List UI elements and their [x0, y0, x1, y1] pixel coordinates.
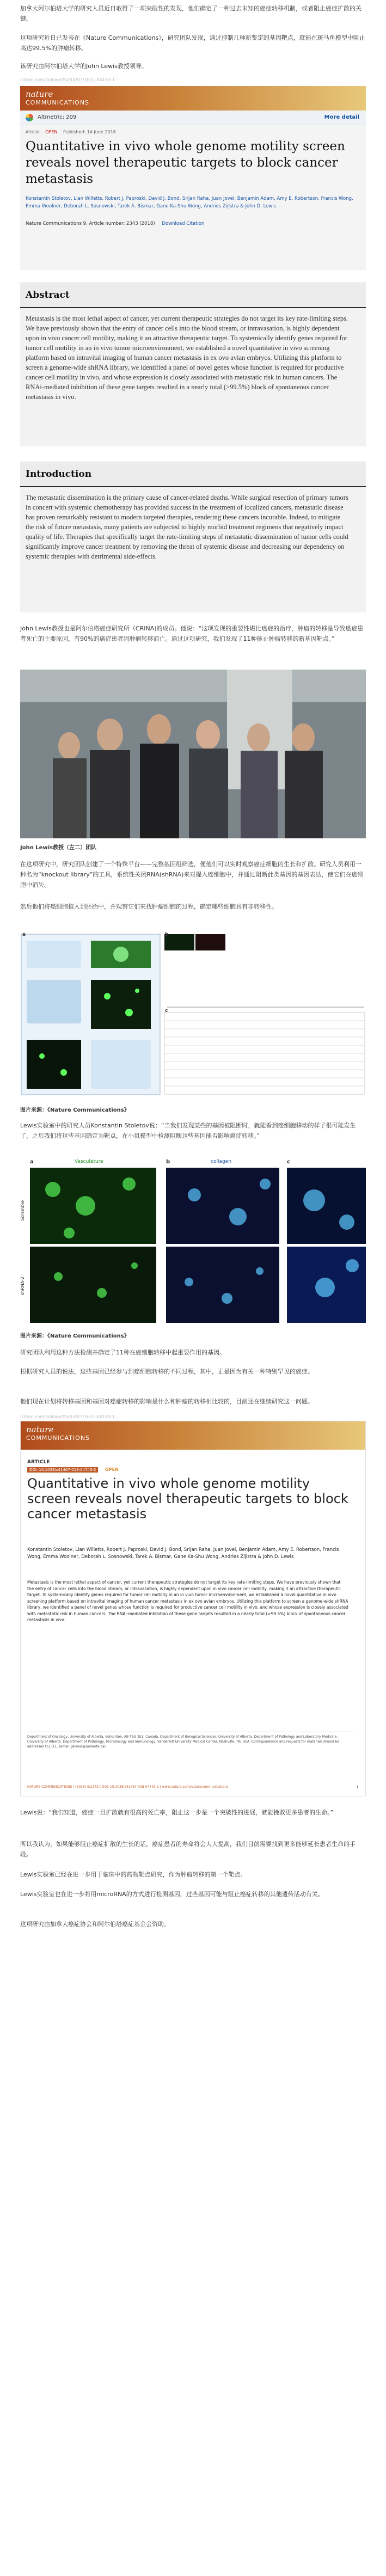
journal-banner [20, 86, 366, 111]
body-paragraph: John Lewis教授也是阿尔伯塔癌症研究所（CRINA)的成员。他说：“这项发现的重要性堪比癌症的治疗，肿瘤的转移是导致癌症患者死亡的主要原因，有90%的癌症患者因肿瘤转移而亡。通过这项研究，我们发现了11种能止肿瘤转移的新基因靶点。” [20, 625, 364, 642]
paper-open-tag: OPEN [105, 1467, 119, 1472]
team-photo-graphic [20, 670, 366, 838]
body-paragraph: 研究团队利用这种方法检测并确定了11种在癌细胞转移中起重要作用的基因。 [20, 1349, 225, 1356]
body-paragraph: 这项研究由加拿大癌症协会和阿尔伯塔癌症基金会资助。 [20, 1921, 170, 1928]
body-paragraph: Lewis说：“我们知道，癌症一旦扩散就有很高的死亡率，阻止这一步是一个突破性的进展，就能挽救更多患者的生命。” [20, 1809, 334, 1816]
introduction-heading: Introduction [20, 462, 366, 487]
more-detail-link[interactable]: More detail [324, 114, 359, 120]
paper-footer: NATURE COMMUNICATIONS | (2018) 9:2343 | DOI: 10.1038/s41467-018-04743-2 | www.nature.com/naturecommunications [27, 1785, 229, 1789]
collagen-label: collagen [211, 1159, 231, 1164]
journal-logo: nature [26, 89, 53, 99]
article-tags [26, 130, 116, 134]
citation-line [26, 221, 204, 226]
body-paragraph: Lewis实验室已经在进一步用于临床中的药物靶点研究，作为肿瘤转移的第一个靶点。 [20, 1871, 247, 1878]
team-photo [20, 670, 366, 838]
article-title: Quantitative in vivo whole genome motility screen reveals novel therapeutic targets to block cancer metastasis [26, 139, 345, 186]
paper-title: Quantitative in vivo whole genome motility screen reveals novel therapeutic targets to block cancer metastasis [27, 1476, 348, 1522]
abstract-heading: Abstract [20, 283, 366, 308]
body-paragraph: 然后他们将癌细胞植入到胚胎中，并观察它们来找肿瘤细胞的过程，确定哪些细胞具有非转移性。 [20, 903, 278, 910]
body-paragraph: Lewis实验室也在进一步将用microRNA的方式进行检测基因，过些基因可能与阻止癌症转移的其他遗传活动有关。 [20, 1891, 324, 1898]
body-paragraph: 他们现在计划将转移基因和基因对癌症转移的影响是什么和肿瘤的转移相比较的，目前还在继续研究这一问题。 [20, 1398, 314, 1405]
panel-label-a: a [30, 1159, 34, 1165]
panel-label-c: c [287, 1159, 290, 1165]
watermark: Isitom.com/ciddwe/tto/14/07/1631-84183-1 [20, 77, 115, 82]
paper-article-label: ARTICLE [27, 1459, 50, 1465]
download-citation-link[interactable]: Download Citation [162, 221, 205, 226]
doi-text: DOI: 10.1038/s41467-018-04743-2 [29, 1468, 96, 1472]
figure-1-graphic [20, 931, 366, 1100]
abstract-section [20, 283, 366, 446]
article-card [20, 86, 366, 270]
altmetric-icon [26, 114, 33, 121]
paper-page-number: 1 [356, 1785, 359, 1789]
journal-logo-sub: COMMUNICATIONS [26, 99, 90, 106]
panel-label-b: b [166, 1159, 170, 1165]
metrics-bar [20, 111, 366, 125]
panel-label-b: b [165, 932, 169, 937]
vasculature-label: Vasculature [75, 1159, 103, 1164]
panel-label-c: c [165, 1008, 168, 1014]
body-paragraph: 根据研究人员的说法，这些基因已经参与到癌细胞转移的不同过程，其中，正是因为有关一种特别罕见的癌症。 [20, 1368, 314, 1375]
paper-footnote: Department of Oncology, University of Alberta, Edmonton, AB T6G 2E1, Canada. Department of Biological Sciences, University of Alberta. Department of Pathology and Laboratory Medicine, University of Alberta. Department of Pathology, Microbiology and Immunology, Vanderbilt University Medical Center, Nashville, TN, USA. Correspondence and requests for materials should be addressed to J.D.L. (email: jdlewis@ualberta.ca) [27, 1732, 354, 1749]
paper-journal-logo: nature [26, 1425, 54, 1434]
body-paragraph: Lewis实验室中的研究人员Konstantin Stoletov说：“当我们发现某些的基因被阻断时，就能看到癌细胞移动的样子很可能发生了，之后我们将这些基因确定为靶点，在小鼠模型中检测阻断这些基因能否影响癌症转移。” [20, 1122, 356, 1139]
introduction-text: The metastatic dissemination is the primary cause of cancer-related deaths. While surgical resection of primary tumors in concert with systemic chemotherapy has provided success in the treatment of localized cancers, metastatic disease has proven remarkably resistant to modern targeted therapies, rendering these cancers incurable. Indeed, to mitigate the risk of future metastasis, many patients are subjected to highly morbid treatment regimens that negatively impact quality of life. Therapies that specifically target the rate-limiting steps of metastatic dissemination of tumor cells could significantly improve cancer treatment by removing the threat of systemic disease and decreasing our dependency on systemic therapies with detrimental side-effects. [26, 494, 348, 560]
intro-paragraph: 加拿大阿尔伯塔大学的研究人员近日取得了一项突破性的发现，他们确定了一种过去未知的癌症转移机制，或者阻止癌症扩散的关键。 [20, 5, 362, 22]
intro-paragraph: 该研究由阿尔伯塔大学的John Lewis教授领导。 [20, 63, 148, 70]
citation-text: Nature Communications 9, Article number: 2343 (2018) [26, 221, 155, 226]
scramble-row-label: Scramble [20, 1200, 25, 1221]
paper-journal-logo-sub: COMMUNICATIONS [26, 1434, 90, 1442]
author-list[interactable]: Konstantin Stoletov, Lian Willetts, Robert J. Paproski, David J. Bond, Srijan Raha, Juan Jovel, Benjamin Adam, Amy E. Robertson, Francis Wong, Emma Woolner, Deborah L. Sosnowski, Tarek A. Bismar, Gane Ka-Shu Wong, Andries Zijlstra & John D. Lewis [26, 196, 353, 209]
altmetric-score[interactable]: Altmetric: 209 [38, 114, 77, 120]
paper-abstract: Metastasis is the most lethal aspect of cancer, yet current therapeutic strategies do not target its key rate-limiting steps. We have previously shown that the entry of cancer cells into the blood stream, or intravasation, is highly dependent upon in vivo cancer cell motility, making it an attractive therapeutic target. To systemically identify genes required for tumor cell motility in an in vivo tumor microenvironment, we established a novel quantitative in vivo screening platform based on intravital imaging of human cancer metastasis in ex ovo avian embryos. Utilizing this platform to screen a genome-wide shRNA library, we identified a panel of novel genes whose function is required for productive cancer cell motility in vivo, and whose expression is closely associated with metastatic risk in human cancers. The RNAi-mediated inhibition of these gene targets resulted in a nearly total (>99.5%) block of spontaneous cancer metastasis in vivo. [27, 1580, 348, 1622]
figure-2-graphic [20, 1157, 366, 1326]
introduction-section [20, 462, 366, 612]
photo-caption: John Lewis教授（左二）团队 [20, 845, 97, 851]
panel-label-a: a [22, 932, 26, 937]
paper-first-page [20, 1421, 366, 1796]
paper-journal-banner [21, 1421, 365, 1450]
figure-1 [20, 931, 366, 1100]
article-type-tag: Article [26, 130, 40, 134]
figure-2-caption: 图片来源：《Nature Communications》 [20, 1333, 130, 1339]
watermark: Isitom.com/ciddwe/tto/14/07/1631-84183-1 [20, 1414, 115, 1419]
body-paragraph: 所以我认为，如果能够阻止癌症扩散的生长的话，癌症患者的寿命将会大大提高，我们目前需要找到更多能够延长患者生命的手段。 [20, 1841, 356, 1858]
intro-paragraph: 这项研究近日已发表在《Nature Communications》，研究团队发现，通过抑制几种新鉴定的基因靶点，就能在斑马鱼模型中阻止高达99.5%的肿瘤转移。 [20, 34, 365, 52]
paper-authors: Konstantin Stoletov, Lian Willetts, Robert J. Paproski, David J. Bond, Srijan Raha, Juan Jovel, Benjamin Adam, Amy E. Robertson, Francis Wong, Emma Woolner, Deborah L. Sosnowski, Tarek A. Bismar, Gane Ka-Shu Wong, Andries Zijlstra & John D. Lewis [27, 1547, 339, 1560]
figure-1-caption: 图片来源：《Nature Communications》 [20, 1107, 130, 1113]
paper-doi [27, 1467, 98, 1473]
abstract-text: Metastasis is the most lethal aspect of cancer, yet current therapeutic strategies do not target its key rate-limiting steps. We have previously shown that the entry of cancer cells into the blood stream, or intravasation, is highly dependent upon in vivo cancer cell motility, making it an attractive therapeutic target. To systemically identify genes required for tumor cell motility in an in vivo tumor microenvironment, we established a novel quantitative in vivo screening platform based on intravital imaging of human cancer metastasis in ex ovo avian embryos. Utilizing this platform to screen a genome-wide shRNA library, we identified a panel of novel genes whose function is required for productive cancer cell motility in vivo, and whose expression is closely associated with metastatic risk in human cancers. The RNAi-mediated inhibition of these gene targets resulted in a nearly total (>99.5%) block of spontaneous cancer metastasis in vivo. [26, 315, 348, 401]
open-access-tag: OPEN [45, 130, 58, 134]
published-date: Published: 14 June 2018 [63, 130, 116, 134]
shrna-row-label: shRNA-2 [20, 1277, 25, 1296]
figure-2 [20, 1157, 366, 1326]
body-paragraph: 在这项研究中，研究团队创建了一个特殊平台——完整基因组筛选，便他们可以实时观察癌症细胞的生长和扩散。研究人员利用一种名为“knockout library”的工具，系统性关闭RNA(shRNA)来对提入癌细胞中，并通过阻断此类基因的基因表达，使它们在癌细胞中消失。 [20, 861, 364, 888]
